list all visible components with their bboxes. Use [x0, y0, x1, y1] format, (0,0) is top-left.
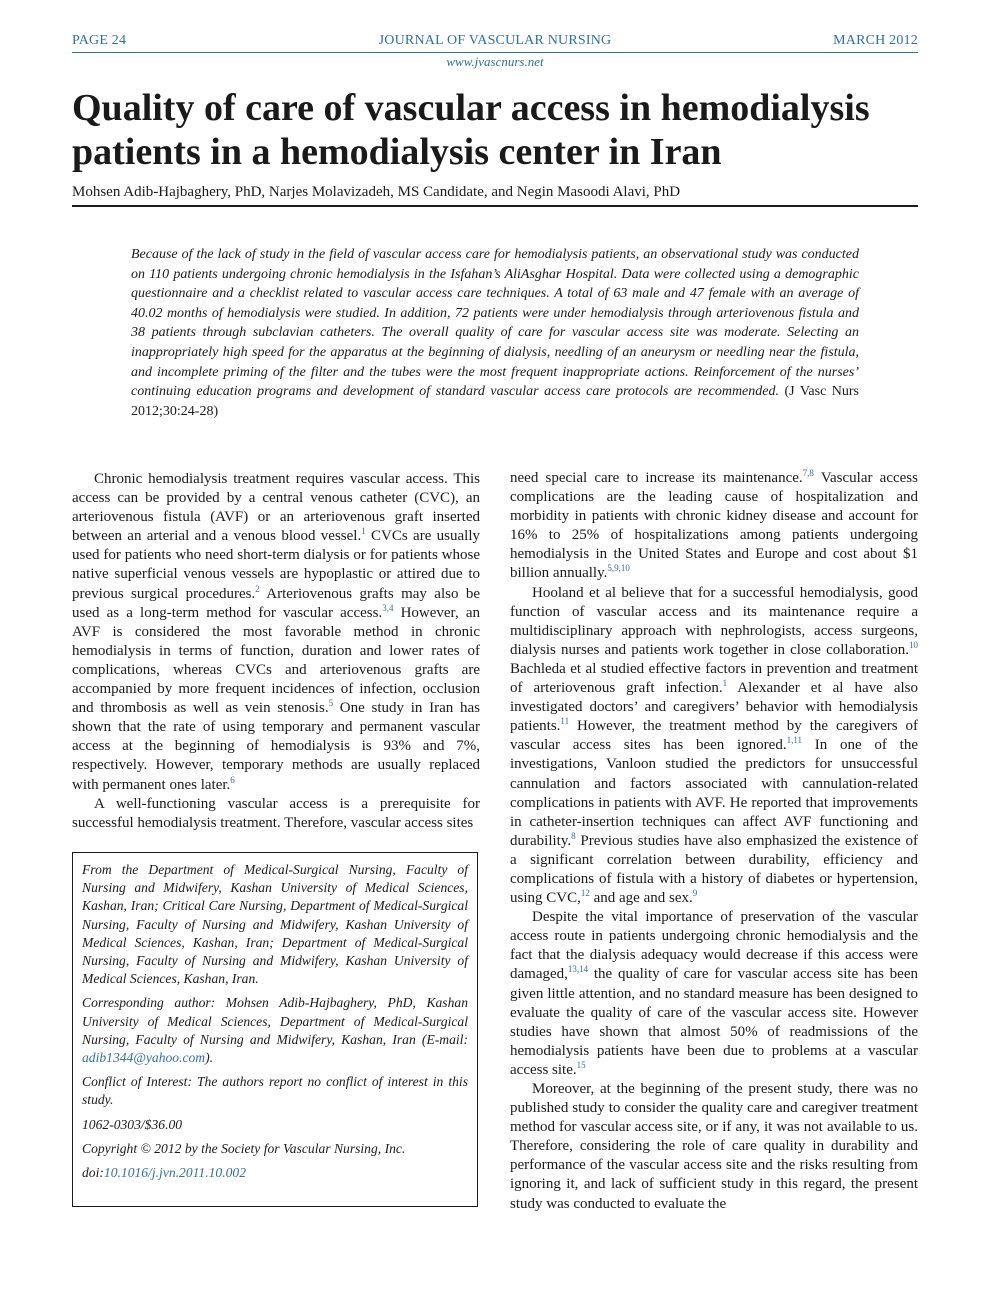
citation-link[interactable]: 8	[571, 830, 576, 841]
citation-link[interactable]: 2	[255, 583, 260, 594]
text-run: and age and sex.	[589, 890, 693, 907]
paragraph	[510, 469, 918, 584]
text-run: However, an AVF is considered the most favorable method in chronic hemodialysis in terms of function, duration and lower rates of complications, whereas CVCs and arteriovenous grafts are accompanied by more frequent incidences of infection, occlusion and thrombosis as well as vein stenosis.	[72, 604, 480, 717]
issue-date: MARCH 2012	[833, 33, 918, 48]
citation-link[interactable]: 1	[722, 678, 728, 689]
text-run: However, the treatment method by the caregivers of vascular access sites has been ignored.	[510, 718, 918, 754]
text-run: One study in Iran has shown that the rate of using temporary and permanent vascular access at the beginning of hemodialysis is 93% and 7%, respectively. However, temporary methods are usually replaced with permanent ones later.	[72, 700, 480, 793]
abstract-citation: (J Vasc Nurs 2012;30:24-28)	[131, 384, 860, 419]
citation-link[interactable]: 6	[230, 774, 235, 785]
text-run: Previous studies have also emphasized the existence of a significant correlation between durability, efficiency and complications of fistula with a history of diabetes or hypertension, using CVC,	[510, 832, 918, 907]
paragraph	[72, 470, 480, 795]
text-run: Arteriovenous grafts may also be used as a long-term method for vascular access.	[72, 585, 481, 621]
author-info-box	[72, 852, 478, 1207]
journal-name: JOURNAL OF VASCULAR NURSING	[378, 33, 612, 48]
citation-link[interactable]: 12	[580, 888, 590, 899]
paragraph	[510, 908, 918, 1080]
citation-link[interactable]: 5	[328, 698, 334, 709]
text-run: Bachleda et al studied effective factors in prevention and treatment of arteriovenous graft infection.	[510, 660, 918, 697]
author-list: Mohsen Adib-Hajbaghery, PhD, Narjes Molavizadeh, MS Candidate, and Negin Masoodi Alavi, PhD	[72, 184, 681, 200]
text-run: In one of the investigations, Vanloon studied the predictors for unsuccessful cannulation and factors associated with cannulation-related complications in patients with AVF. He reported that improvements in catheter-insertion techniques can affect AVF functioning and durability.	[510, 737, 918, 849]
paragraph: Moreover, at the beginning of the present study, there was no published study to consider the quality care and caregiver treatment method for vascular access site, or if any, it was not available to us. Therefore, considering the role of care quality in durability and performance of the vascular access site and the risks resulting from ignoring it, and lack of sufficient study in this regard, the present study was conducted to evaluate the	[510, 1081, 918, 1212]
email-link[interactable]: adib1344@yahoo.com	[82, 1050, 206, 1066]
text-run: ).	[205, 1050, 214, 1066]
citation-link[interactable]: 1,11	[786, 735, 803, 746]
citation-link[interactable]: 5,9,10	[607, 563, 630, 574]
journal-url-link[interactable]: www.jvascnurs.net	[446, 54, 544, 69]
abstract-text: Because of the lack of study in the field of vascular access care for hemodialysis patients, an observational study was conducted on 110 patients undergoing chronic hemodialysis in the Isfahan’s AliAsghar Hospital. Data were collected using a demographic questionnaire and a checklist related to vascular access care techniques. A total of 63 male and 47 female with an average of 40.02 months of hemodialysis were studied. In addition, 72 patients were under hemodialysis through arteriovenous fistula and 38 patients through subclavian catheters. The overall quality of care for vascular access site was moderate. Selecting an inappropriately high speed for the apparatus at the beginning of dialysis, needling of an aneurysm or needling near the fistula, and incomplete priming of the filter and the tubes were the most frequent inappropriate actions. Reinforcement of the nurses’ continuing education programs and development of standard vascular access care protocols are recommended.	[131, 247, 859, 400]
doi	[82, 1164, 468, 1182]
article-title: Quality of care of vascular access in hemodialysis patients in a hemodialysis center in Iran	[72, 87, 870, 173]
header-rule	[72, 52, 918, 53]
text-run: Alexander et al have also investigated doctors’ and caregivers’ behavior with hemodialysis patients.	[510, 680, 918, 735]
text-run: CVCs are usually used for patients who need short-term dialysis or for patients whose native superficial venous vessels are hypoplastic or attired due to previous surgical procedures.	[72, 528, 480, 602]
affiliations: From the Department of Medical-Surgical Nursing, Faculty of Nursing and Midwifery, Kashan University of Medical Sciences, Kashan, Iran; Critical Care Nursing, Department of Medical-Surgical Nursing, Faculty of Nursing and Midwifery, Kashan University of Medical Sciences, Kashan, Iran; Department of Medical-Surgical Nursing, Faculty of Nursing and Midwifery, Kashan University of Medical Sciences, Kashan, Iran.	[82, 862, 468, 987]
paragraph	[510, 584, 918, 909]
paragraph: A well-functioning vascular access is a prerequisite for successful hemodialysis treatment. Therefore, vascular access sites	[72, 795, 480, 831]
citation-link[interactable]: 11	[560, 716, 570, 727]
conflict-of-interest: Conflict of Interest: The authors report no conflict of interest in this study.	[82, 1074, 468, 1108]
citation-link[interactable]: 7,8	[802, 468, 814, 478]
citation-link[interactable]: 10	[909, 639, 918, 650]
text-run: Despite the vital importance of preservation of the vascular access route in patients undergoing chronic hemodialysis and the fact that the dialysis adequacy would decrease if this access were damaged,	[510, 909, 918, 983]
corresponding-author	[82, 994, 468, 1067]
citation-link[interactable]: 1	[361, 526, 366, 537]
text-run: Chronic hemodialysis treatment requires vascular access. This access can be provided by a central venous catheter (CVC), an arteriovenous fistula (AVF) or an arteriovenous graft inserted between an arterial and a venous blood vessel.	[72, 471, 480, 545]
citation-link[interactable]: 13,14	[567, 964, 589, 975]
citation-link[interactable]: 15	[576, 1059, 586, 1070]
text-run: Vascular access complications are the leading cause of hospitalization and morbidity in patients with chronic kidney disease and account for 16% to 25% of hospitalizations among patients undergoing hemodialysis in the United States and Europe and cost about $1 billion annually.	[510, 470, 918, 582]
title-rule	[72, 205, 918, 207]
doi-link[interactable]: 10.1016/j.jvn.2011.10.002	[103, 1165, 247, 1181]
left-column	[72, 470, 480, 833]
copyright: Copyright © 2012 by the Society for Vascular Nursing, Inc.	[82, 1140, 406, 1156]
text-run: the quality of care for vascular access site has been given little attention, and no standard measure has been designed to evaluate the quality of care of the vascular access site. However studies have shown that almost 50% of readmissions of the hemodialysis patients have been due to problems at a vascular access site.	[510, 966, 918, 1078]
page-number: PAGE 24	[72, 33, 127, 48]
abstract	[131, 245, 859, 421]
citation-link[interactable]: 9	[692, 888, 698, 899]
citation-link[interactable]: 3,4	[382, 602, 394, 613]
right-column	[510, 469, 918, 1214]
text-run: need special care to increase its maintenance.	[510, 470, 803, 486]
doi-label: doi:	[82, 1165, 104, 1181]
text-run: Corresponding author: Mohsen Adib-Hajbaghery, PhD, Kashan University of Medical Sciences, Department of Medical-Surgical Nursing, Faculty of Nursing and Midwifery, Kashan, Iran (E-mail:	[82, 995, 468, 1047]
text-run: Hooland et al believe that for a successful hemodialysis, good function of vascular access and its maintenance require a multidisciplinary approach with nephrologists, access surgeons, dialysis nurses and patients work together in close collaboration.	[510, 584, 918, 658]
issn-price: 1062-0303/$36.00	[82, 1116, 183, 1132]
